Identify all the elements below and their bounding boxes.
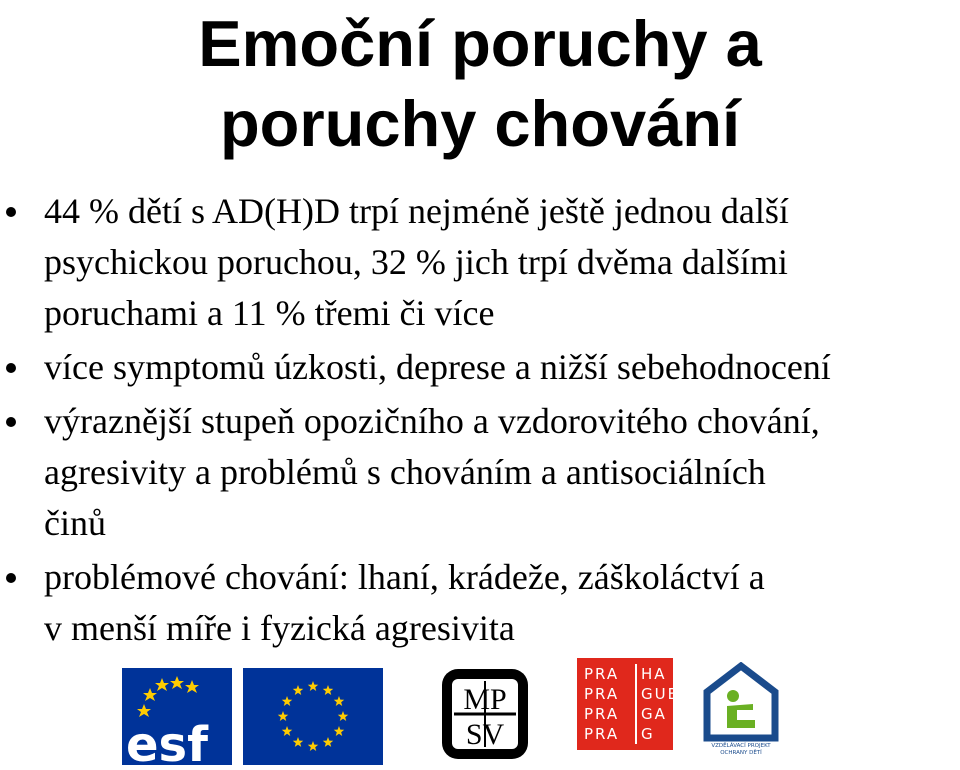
eu-star-icon	[308, 681, 318, 691]
praha-left-1: PRA	[584, 665, 620, 683]
bullet-line: agresivity a problémů s chováním a antisociálních	[44, 452, 766, 492]
eu-star-icon	[282, 696, 292, 706]
bullet-list	[0, 186, 960, 654]
bullet-line: více symptomů úzkosti, deprese a nižší sebehodnocení	[44, 347, 831, 387]
bullet-item	[0, 186, 960, 339]
bullet-item	[0, 552, 960, 654]
eu-star-icon	[308, 741, 318, 751]
eu-star-icon	[323, 737, 333, 747]
eu-star-icon	[293, 737, 303, 747]
eu-star-icon	[282, 726, 292, 736]
eu-star-icon	[338, 711, 348, 721]
eu-star-icon	[323, 685, 333, 695]
praha-left-3: PRA	[584, 705, 620, 723]
praha-right-4: G	[641, 725, 655, 743]
slide-title-line-2: poruchy chování	[219, 87, 741, 160]
eu-star-icon	[334, 726, 344, 736]
praha-left-2: PRA	[584, 685, 620, 703]
prague-logo-icon	[577, 658, 680, 750]
ochrana-caption-2: OCHRANY DĚTÍ	[720, 750, 762, 756]
praha-right-2: GUE	[641, 685, 680, 703]
eu-flag-icon	[243, 668, 383, 765]
house-logo-icon	[703, 662, 779, 762]
bullet-line: výraznější stupeň opozičního a vzdorovitého chování,	[44, 401, 820, 441]
svg-text:SV: SV	[465, 718, 505, 751]
svg-text:MP: MP	[463, 683, 507, 716]
esf-logo-icon	[122, 668, 232, 765]
bullet-line: psychickou poruchou, 32 % jich trpí dvěma dalšími	[44, 242, 788, 282]
bullet-item	[0, 396, 960, 549]
bullet-line: činů	[44, 503, 106, 543]
bullet-line: v menší míře i fyzická agresivita	[44, 608, 515, 648]
praha-divider	[635, 664, 637, 744]
eu-star-icon	[293, 685, 303, 695]
logo-strip	[0, 655, 960, 765]
praha-right-3: GA	[641, 705, 667, 723]
mpsv-logo-icon	[440, 667, 530, 761]
eu-star-icon	[278, 711, 288, 721]
bullet-line: poruchami a 11 % třemi či více	[44, 293, 495, 333]
praha-left-4: PRA	[584, 725, 620, 743]
eu-star-icon	[334, 696, 344, 706]
slide-title	[0, 4, 960, 164]
bullet-line: problémové chování: lhaní, krádeže, záškoláctví a	[44, 557, 765, 597]
slide-title-line-1: Emoční poruchy a	[198, 7, 762, 80]
bullet-item	[0, 342, 960, 393]
ochrana-caption-1: VZDĚLÁVACÍ PROJEKT	[711, 743, 771, 749]
praha-right-1: HA	[641, 665, 667, 683]
svg-text:esf: esf	[126, 717, 209, 765]
bullet-line: 44 % dětí s AD(H)D trpí nejméně ještě jednou další	[44, 191, 789, 231]
